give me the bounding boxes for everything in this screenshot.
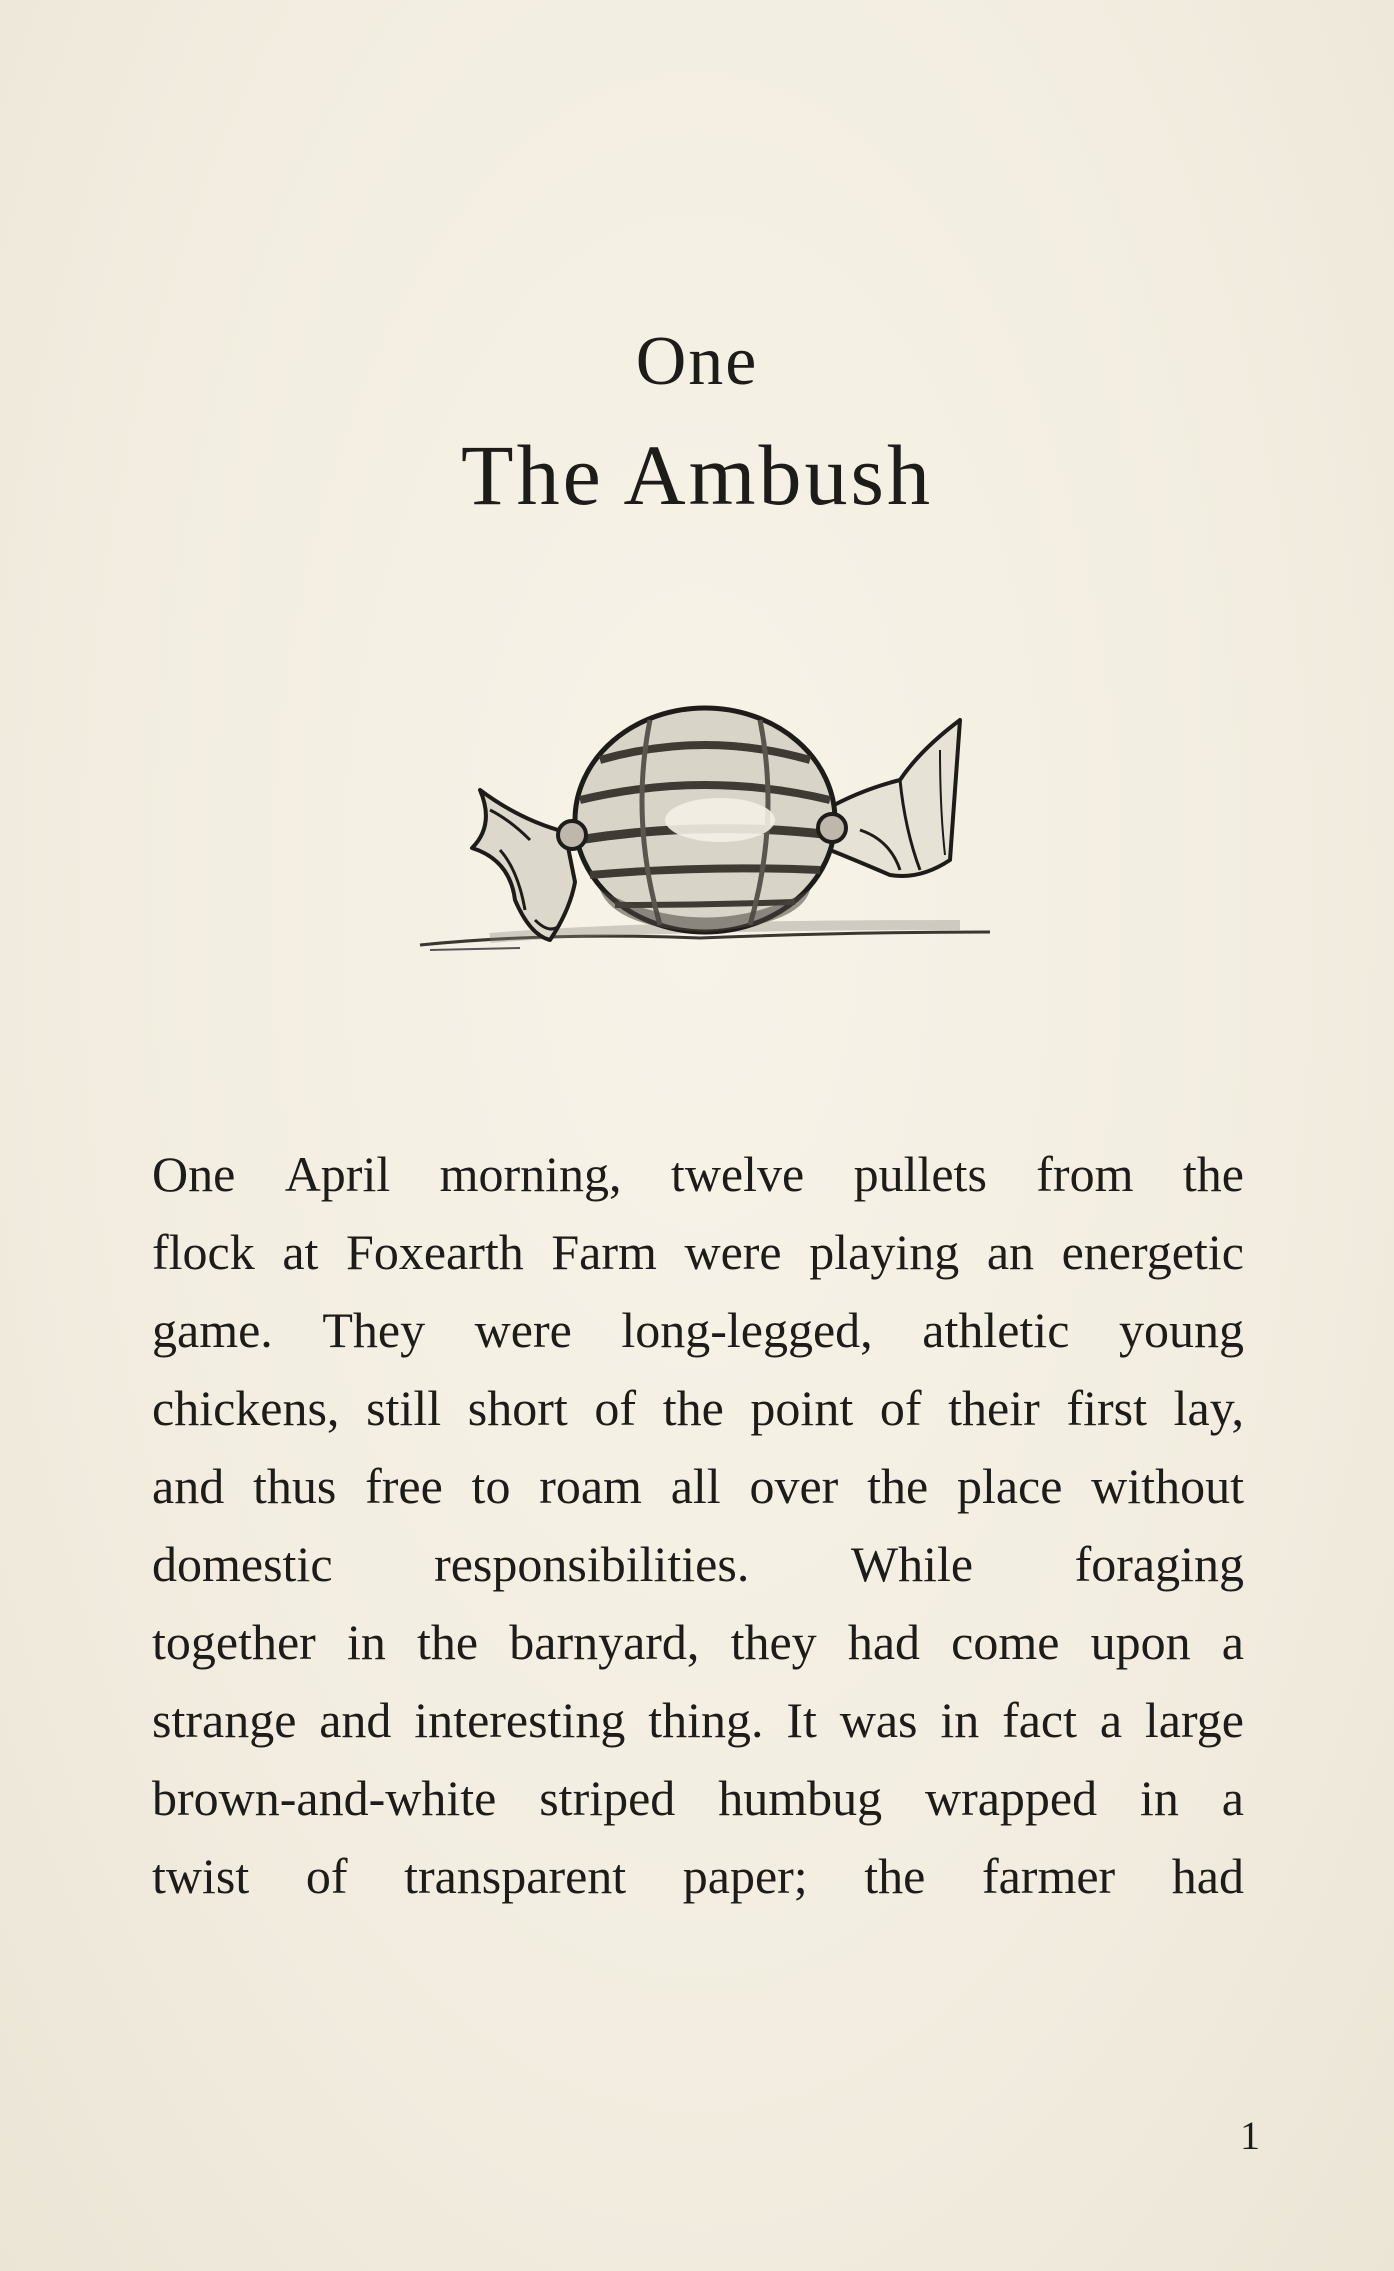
chapter-title: The Ambush [461,427,933,523]
word: thing. [648,1692,764,1748]
word: the [1182,1146,1244,1202]
word: the [864,1848,926,1904]
word: humbug [718,1770,883,1826]
word: morning, [439,1146,622,1202]
word: twelve [670,1146,805,1202]
word: together [152,1614,316,1670]
word: foraging [1074,1536,1244,1592]
word: was [839,1692,918,1748]
word: short [467,1380,568,1436]
text-line [152,1369,1244,1447]
word: domestic [152,1536,333,1592]
word: lay, [1173,1380,1244,1436]
word: It [786,1692,817,1748]
word: chickens, [152,1380,340,1436]
word: had [847,1614,921,1670]
word: pullets [853,1146,987,1202]
word: a [1221,1614,1244,1670]
word: of [879,1380,922,1436]
word: their [948,1380,1040,1436]
text-line [152,1213,1244,1291]
word: free [365,1458,443,1514]
word: in [1140,1770,1179,1826]
word: large [1144,1692,1244,1748]
word: young [1118,1302,1244,1358]
text-line [152,1603,1244,1681]
word: and [319,1692,392,1748]
chapter-number: One [635,323,759,400]
word: were [684,1224,782,1280]
word: the [662,1380,724,1436]
word: game. [152,1302,273,1358]
word: first [1066,1380,1147,1436]
word: at [282,1224,319,1280]
word: had [1171,1848,1244,1904]
word: barnyard, [509,1614,700,1670]
word: over [749,1458,839,1514]
word: Farm [551,1224,657,1280]
word: come [951,1614,1060,1670]
word: still [366,1380,442,1436]
text-line [152,1291,1244,1369]
body-text [152,1135,1244,1915]
text-line [152,1525,1244,1603]
word: of [305,1848,348,1904]
word: the [867,1458,929,1514]
word: an [986,1224,1035,1280]
word: a [1221,1770,1244,1826]
text-line [152,1681,1244,1759]
word: a [1099,1692,1123,1748]
word: to [471,1458,511,1514]
word: responsibilities. [434,1536,750,1592]
word: interesting [414,1692,626,1748]
word: all [670,1458,721,1514]
word: without [1091,1458,1244,1514]
text-line [152,1837,1244,1915]
word: point [750,1380,854,1436]
word: long-legged, [621,1302,873,1358]
text-line [152,1447,1244,1525]
word: and [152,1458,225,1514]
word: farmer [981,1848,1116,1904]
word: they [730,1614,817,1670]
word: from [1036,1146,1134,1202]
word: roam [539,1458,642,1514]
word: energetic [1061,1224,1244,1280]
word: were [474,1302,572,1358]
text-line [152,1135,1244,1213]
word: paper; [682,1848,808,1904]
word: in [346,1614,386,1670]
page-number: 1 [1240,2113,1260,2158]
word: fact [1002,1692,1078,1748]
word: Foxearth [346,1224,524,1280]
word: the [417,1614,479,1670]
text-line [152,1759,1244,1837]
word: of [594,1380,637,1436]
word: thus [252,1458,337,1514]
word: flock [152,1224,255,1280]
humbug-candy-icon [400,670,1000,970]
word: twist [152,1848,250,1904]
word: April [284,1146,391,1202]
word: brown-and-white [152,1770,497,1826]
word: upon [1090,1614,1191,1670]
word: transparent [404,1848,627,1904]
word: They [322,1302,426,1358]
word: playing [809,1224,960,1280]
word: athletic [922,1302,1070,1358]
word: striped [539,1770,676,1826]
word: wrapped [924,1770,1098,1826]
word: strange [152,1692,297,1748]
word: in [940,1692,980,1748]
word: One [152,1146,236,1202]
word: While [850,1536,974,1592]
word: place [956,1458,1063,1514]
